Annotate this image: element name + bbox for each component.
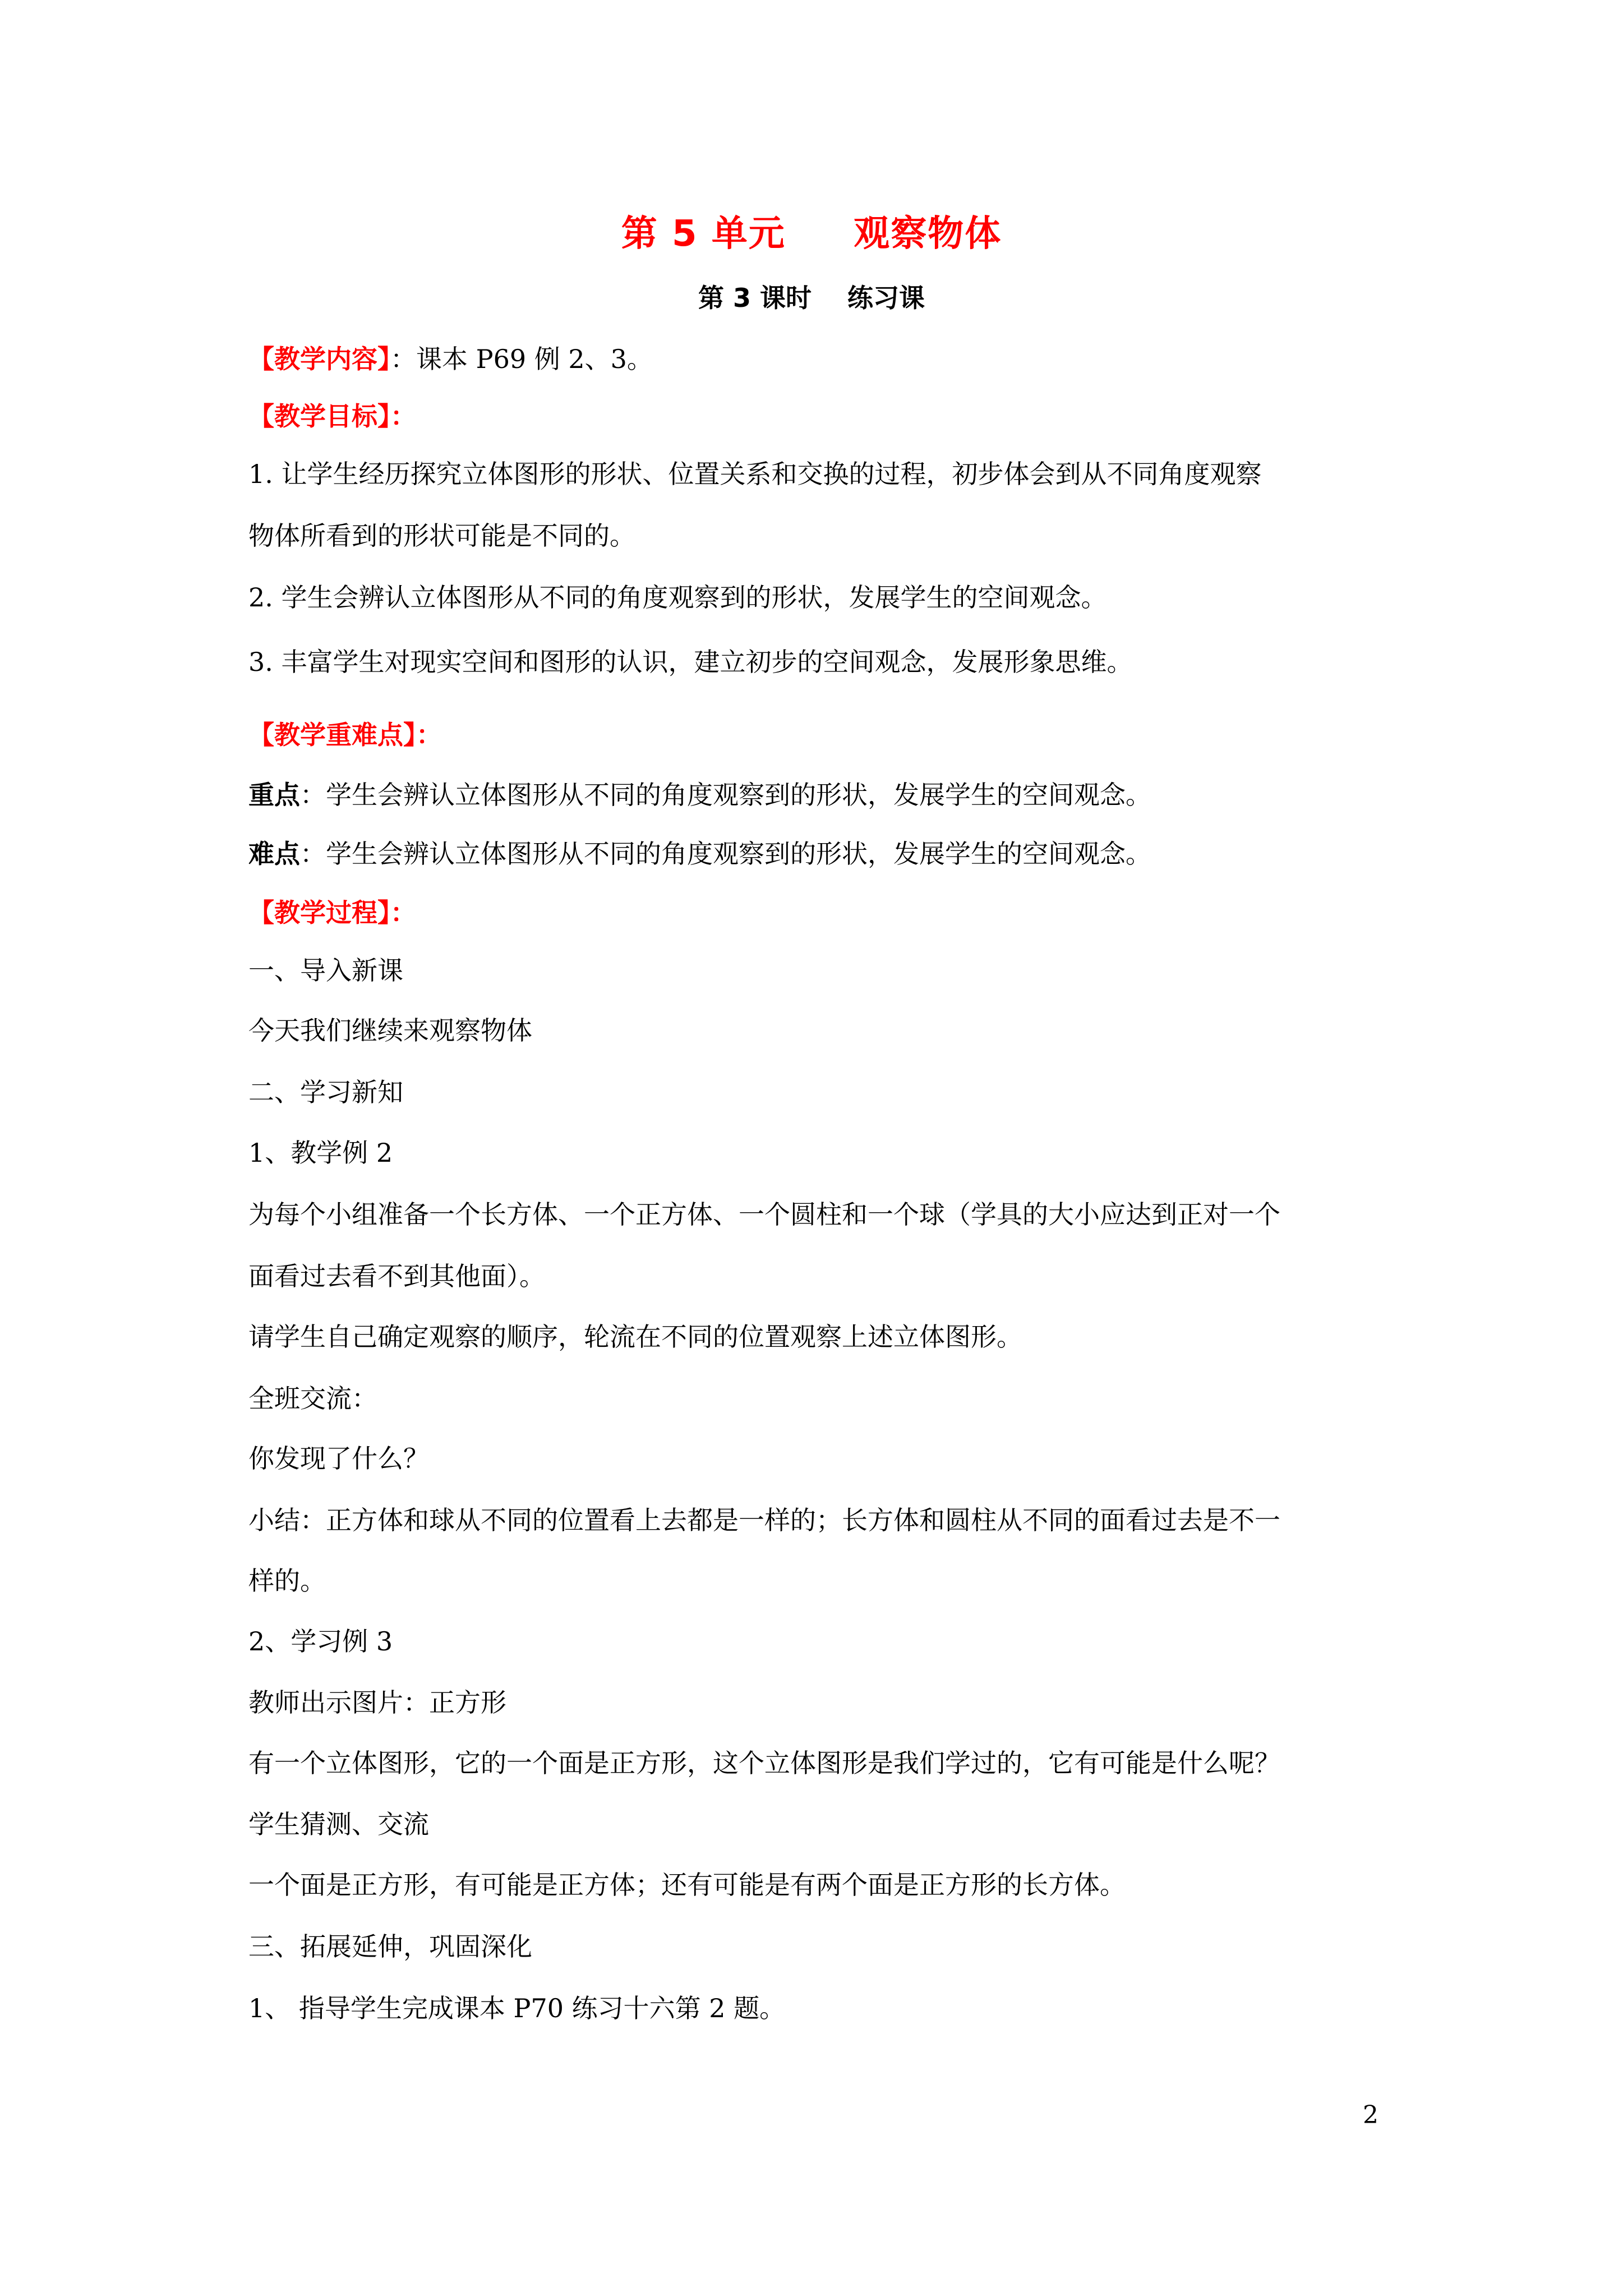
paragraph: 一个面是正方形，有可能是正方体；还有可能是有两个面是正方形的长方体。 <box>248 1870 1126 1900</box>
example-2-heading: 1、教学例 2 <box>248 1138 393 1168</box>
paragraph: 请学生自己确定观察的顺序，轮流在不同的位置观察上述立体图形。 <box>248 1322 1022 1352</box>
paragraph: 你发现了什么？ <box>248 1443 429 1474</box>
goal-1-line-2: 物体所看到的形状可能是不同的。 <box>248 521 635 551</box>
paragraph: 学生猜测、交流 <box>248 1809 429 1839</box>
paragraph: 1、 指导学生完成课本 P70 练习十六第 2 题。 <box>248 1993 786 2023</box>
process-label: 【教学过程】 <box>248 898 390 928</box>
hard-point-label: 难点 <box>248 839 300 869</box>
teaching-goals-label: 【教学目标】 <box>248 401 390 431</box>
unit-title: 第 5 单元 观察物体 <box>621 213 1002 255</box>
paragraph: 为每个小组准备一个长方体、一个正方体、一个圆柱和一个球（学具的大小应达到正对一个 <box>248 1199 1280 1230</box>
paragraph: 面看过去看不到其他面）。 <box>248 1261 545 1291</box>
key-point-label: 重点 <box>248 780 300 810</box>
lesson-subtitle: 第 3 课时 练习课 <box>698 283 925 313</box>
hard-point <box>248 837 1151 871</box>
goal-1-line-1: 1. 让学生经历探究立体图形的形状、位置关系和交换的过程，初步体会到从不同角度观察 <box>248 459 1262 489</box>
section-3-heading: 三、拓展延伸，巩固深化 <box>248 1931 532 1962</box>
goal-2: 2. 学生会辨认立体图形从不同的角度观察到的形状，发展学生的空间观念。 <box>248 582 1107 613</box>
teaching-goals-heading <box>248 399 416 433</box>
hard-point-text: ：学生会辨认立体图形从不同的角度观察到的形状，发展学生的空间观念。 <box>300 839 1151 869</box>
difficulty-label: 【教学重难点】 <box>248 720 416 750</box>
teaching-content-text: ：课本 P69 例 2、3。 <box>390 344 653 374</box>
paragraph: 全班交流： <box>248 1383 377 1414</box>
page-number: 2 <box>1363 2101 1378 2129</box>
key-point-text: ：学生会辨认立体图形从不同的角度观察到的形状，发展学生的空间观念。 <box>300 780 1151 810</box>
paragraph: 样的。 <box>248 1566 326 1596</box>
section-2-heading: 二、学习新知 <box>248 1077 403 1107</box>
section-1-heading: 一、导入新课 <box>248 955 403 986</box>
teaching-content-label: 【教学内容】 <box>248 344 390 374</box>
difficulty-colon: ： <box>416 720 442 750</box>
key-point <box>248 778 1151 812</box>
example-3-heading: 2、学习例 3 <box>248 1626 393 1657</box>
paragraph: 有一个立体图形，它的一个面是正方形，这个立体图形是我们学过的，它有可能是什么呢？ <box>248 1748 1280 1778</box>
goal-3: 3. 丰富学生对现实空间和图形的认识，建立初步的空间观念，发展形象思维。 <box>248 647 1133 677</box>
teaching-goals-colon: ： <box>390 401 416 431</box>
process-colon: ： <box>390 898 416 928</box>
process-heading <box>248 896 416 930</box>
paragraph: 小结：正方体和球从不同的位置看上去都是一样的；长方体和圆柱从不同的面看过去是不一 <box>248 1505 1280 1535</box>
teaching-content <box>248 342 653 376</box>
difficulty-heading <box>248 718 442 752</box>
paragraph: 今天我们继续来观察物体 <box>248 1015 532 1046</box>
paragraph: 教师出示图片：正方形 <box>248 1687 506 1718</box>
